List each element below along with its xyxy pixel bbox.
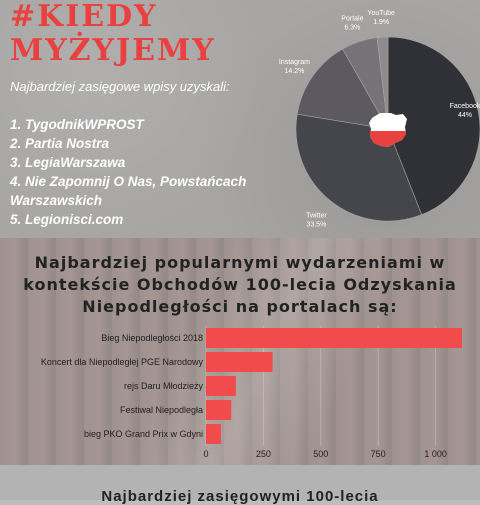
pie-label-facebook: Facebook 44% <box>449 102 480 119</box>
x-tick-label: 500 <box>313 449 329 459</box>
bar-category-label: Festiwal Niepodległa <box>119 405 203 415</box>
bar-category-label: Bieg Niepodległości 2018 <box>101 333 203 343</box>
ranking-item: 3. LegiaWarszawa <box>10 155 126 170</box>
events-bar-chart <box>0 322 480 465</box>
x-tick-label: 250 <box>255 449 271 459</box>
bar-category-label: Koncert dla Niepodległej PGE Narodowy <box>40 357 203 367</box>
ranking-list <box>10 115 250 229</box>
hashtag-line-1: #KIEDY <box>10 0 158 34</box>
bar-chart-svg <box>0 322 480 465</box>
ranking-item: 2. Partia Nostra <box>10 136 110 151</box>
bar-4 <box>206 400 231 420</box>
hashtag-title <box>10 0 216 68</box>
pie-label-portale: Portale 6.3% <box>341 15 364 32</box>
bar-category-label: bieg PKO Grand Prix w Gdyni <box>83 429 203 439</box>
platform-pie-chart <box>225 0 480 238</box>
pie-label-instagram: Instagram 14.2% <box>278 58 311 75</box>
x-tick-label: 0 <box>203 449 209 459</box>
ranking-intro: Najbardziej zasięgowe wpisy uzyskali: <box>10 79 230 94</box>
bar-2 <box>206 352 273 372</box>
pie-label-twitter: Twitter 33.5% <box>306 212 327 229</box>
ranking-item: 5. Legionisci.com <box>10 212 124 227</box>
x-tick-label: 750 <box>370 449 386 459</box>
footer-text: Najbardziej zasięgowymi 100-lecia <box>101 488 379 505</box>
ranking-item: 4. Nie Zapomnij O Nas, Powstańcach Warszawskich <box>10 174 247 208</box>
pie-chart-svg <box>225 0 480 238</box>
hashtag-line-2: MYŻYJEMY <box>10 33 216 68</box>
bar-1 <box>206 328 462 348</box>
bar-3 <box>206 376 236 396</box>
x-tick-label: 1 000 <box>424 449 447 459</box>
bar-category-label: rejs Daru Młodzieży <box>123 381 203 391</box>
bar-5 <box>206 424 221 444</box>
events-chart-title: Najbardziej popularnymi wydarzeniami w kontekście Obchodów 100-lecia Odzyskania Niepodległości na portalach są: <box>23 253 457 316</box>
pie-label-youtube: YouTube 1.9% <box>367 10 395 27</box>
ranking-item: 1. TygodnikWPROST <box>10 117 144 132</box>
